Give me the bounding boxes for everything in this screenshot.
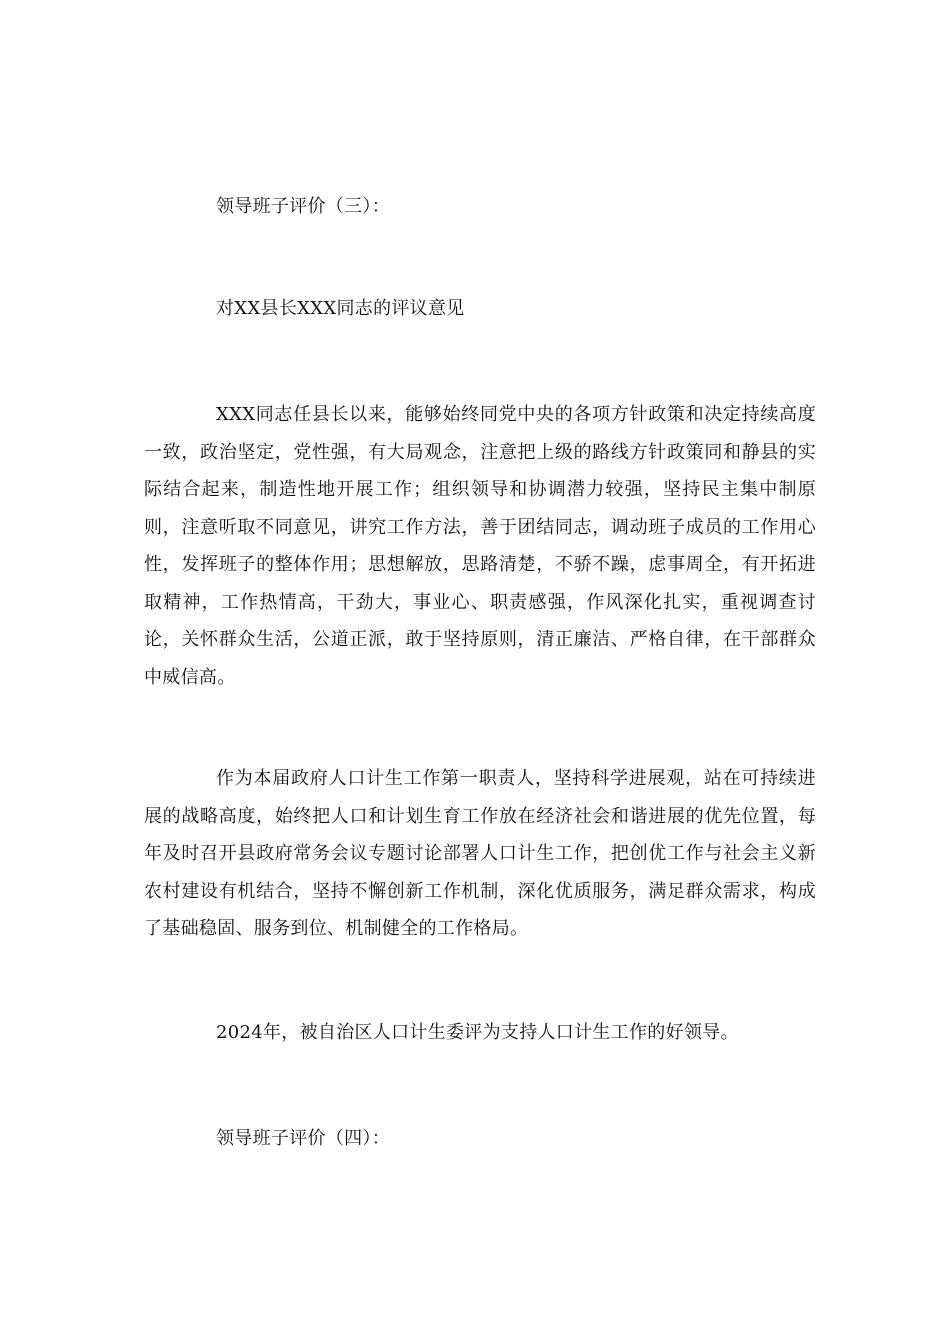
evaluation-paragraph: 作为本届政府人口计生工作第一职责人，坚持科学进展观，站在可持续进展的战略高度，始终把人口和计划生育工作放在经济社会和谐进展的优先位置，每年及时召开县政府常务会议专题讨论部署人口计生工作，把创优工作与社会主义新农村建设有机结合，坚持不懈创新工作机制，深化优质服务，满足群众需求，构成了基础稳固、服务到位、机制健全的工作格局。 (144, 768, 816, 939)
evaluation-paragraph: XXX同志任县长以来，能够始终同党中央的各项方针政策和决定持续高度一致，政治坚定，党性强，有大局观念，注意把上级的路线方针政策同和静县的实际结合起来，制造性地开展工作；组织领导和协调潜力较强，坚持民主集中制原则，注意听取不同意见，讲究工作方法，善于团结同志，调动班子成员的工作用心性，发挥班子的整体作用；思想解放，思路清楚，不骄不躁，虑事周全，有开拓进取精神，工作热情高，干劲大，事业心、职责感强，作风深化扎实，重视调查讨论，关怀群众生活，公道正派，敢于坚持原则，清正廉洁、严格自律，在干部群众中威信高。 (144, 404, 816, 688)
award-paragraph: 2024年，被自治区人口计生委评为支持人口计生工作的好领导。 (216, 1022, 739, 1043)
section-heading-three: 领导班子评价（三）： (216, 196, 390, 217)
evaluation-subtitle: 对XX县长XXX同志的评议意见 (216, 298, 465, 319)
section-heading-four: 领导班子评价（四）： (216, 1128, 390, 1149)
